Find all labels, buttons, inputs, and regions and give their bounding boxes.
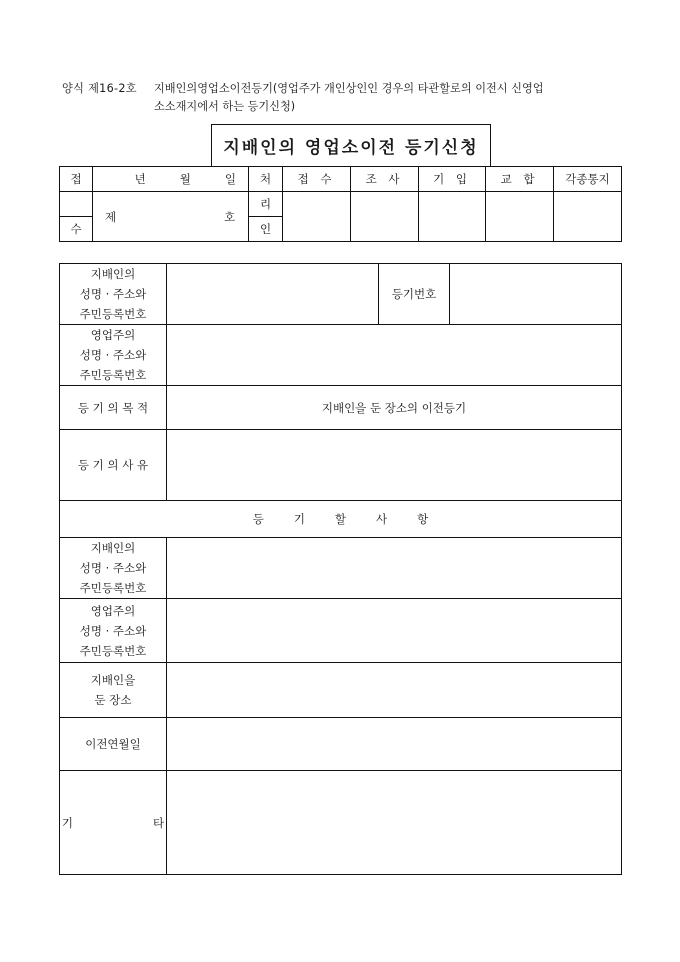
- items-manager-field[interactable]: [167, 538, 622, 599]
- manager-info-field[interactable]: [167, 264, 379, 325]
- form-description-1: 지배인의영업소이전등기(영업주가 개인상인인 경우의 타관할로의 이전시 신영업: [154, 82, 544, 95]
- column-header-notices: 각종통지: [554, 167, 622, 192]
- items-manager-label: 지배인의 성명 · 주소와 주민등록번호: [60, 538, 167, 599]
- purpose-value: 지배인을 둔 장소의 이전등기: [167, 386, 622, 430]
- reason-label: 등 기 의 사 유: [60, 430, 167, 501]
- header-line-1: [62, 80, 642, 98]
- place-label: 지배인을 둔 장소: [60, 663, 167, 718]
- receipt-su-label: 수: [60, 217, 93, 242]
- relocation-date-field[interactable]: [167, 718, 622, 771]
- form-description-2: 소소재지에서 하는 등기신청): [154, 100, 296, 113]
- manager-label: 지배인의 성명 · 주소와 주민등록번호: [60, 264, 167, 325]
- column-header-gyohap: 교 합: [486, 167, 554, 192]
- items-owner-label: 영업주의 성명 · 주소와 주민등록번호: [60, 599, 167, 663]
- other-label: 기 타: [60, 771, 167, 875]
- receipt-su-cell: [60, 192, 93, 217]
- processing-label-3: 인: [249, 217, 283, 242]
- form-number: 양식 제16-2호: [62, 82, 137, 95]
- registration-number-field[interactable]: [450, 264, 622, 325]
- giip-box[interactable]: [419, 192, 486, 242]
- page-title: 지배인의 영업소이전 등기신청: [211, 124, 491, 166]
- owner-info-field[interactable]: [167, 325, 622, 386]
- column-header-jeopsu: 접 수: [283, 167, 351, 192]
- number-suffix: 호: [224, 209, 236, 224]
- receipt-jeop-cell: 접: [60, 167, 93, 192]
- number-prefix: 제: [105, 209, 117, 224]
- receipt-date-cell[interactable]: [93, 167, 249, 192]
- reason-field[interactable]: [167, 430, 622, 501]
- column-header-giip: 기 입: [419, 167, 486, 192]
- owner-label: 영업주의 성명 · 주소와 주민등록번호: [60, 325, 167, 386]
- josa-box[interactable]: [351, 192, 419, 242]
- column-header-josa: 조 사: [351, 167, 419, 192]
- processing-label-1: 처: [249, 167, 283, 192]
- place-field[interactable]: [167, 663, 622, 718]
- purpose-label: 등 기 의 목 적: [60, 386, 167, 430]
- form-header: [62, 80, 642, 116]
- receipt-number-cell[interactable]: [93, 192, 249, 242]
- date-day-label: 일: [224, 172, 236, 186]
- gyohap-box[interactable]: [486, 192, 554, 242]
- date-year-label: 년: [134, 172, 146, 186]
- receipt-table: [59, 166, 622, 242]
- processing-label-2: 리: [249, 192, 283, 217]
- registration-number-label: 등기번호: [379, 264, 450, 325]
- other-field[interactable]: [167, 771, 622, 875]
- application-table: [59, 263, 622, 875]
- notices-box[interactable]: [554, 192, 622, 242]
- relocation-date-label: 이전연월일: [60, 718, 167, 771]
- items-owner-field[interactable]: [167, 599, 622, 663]
- jeopsu-box[interactable]: [283, 192, 351, 242]
- items-heading: 등기할사항: [60, 501, 622, 538]
- date-month-label: 월: [179, 172, 191, 186]
